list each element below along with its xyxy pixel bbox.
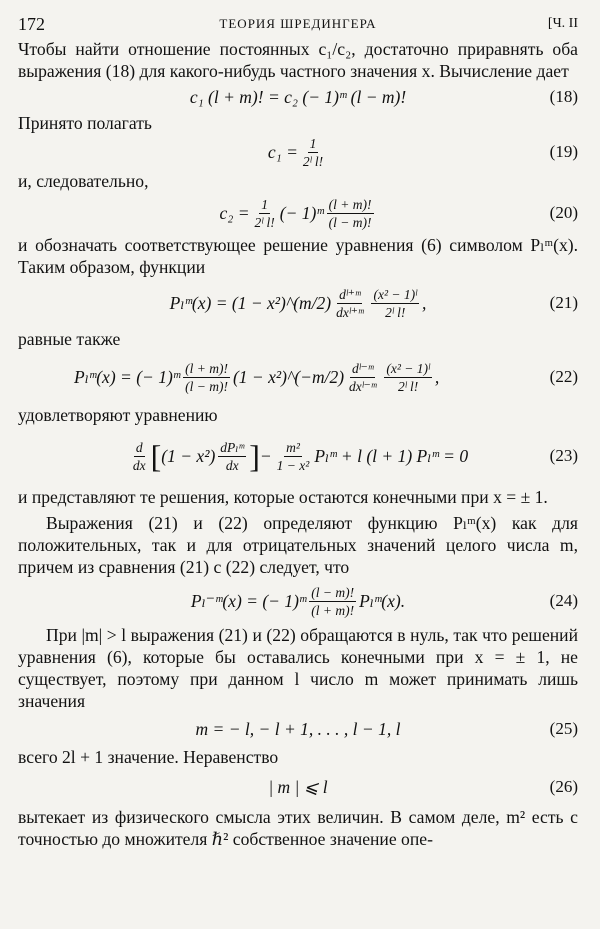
fraction-numerator: (l + m)! bbox=[328, 196, 372, 212]
equation-18-number: (18) bbox=[549, 87, 578, 106]
fraction-denominator: 2ˡ l! bbox=[254, 214, 275, 230]
equation-21-lhs: Pₗᵐ(x) = (1 − x²)^(m/2) bbox=[169, 292, 332, 313]
equation-22-lhs: Pₗᵐ(x) = (− 1)ᵐ bbox=[74, 366, 181, 387]
equation-19-lhs: c₁ = bbox=[267, 141, 298, 162]
equation-23-minus: − bbox=[259, 445, 272, 466]
fraction-numerator: 1 bbox=[309, 135, 317, 151]
fraction-denominator: dx bbox=[225, 457, 239, 473]
equation-18 bbox=[18, 82, 578, 112]
paragraph-5: равные также bbox=[18, 329, 121, 349]
paragraph-11: вытекает из физического смысла этих величин. В самом деле, m² есть с точностью до множителя ℏ² собственное значение опе- bbox=[18, 807, 578, 849]
equation-26-number: (26) bbox=[549, 777, 578, 796]
equation-19-fraction bbox=[301, 136, 325, 169]
equation-22-number: (22) bbox=[549, 367, 578, 386]
equation-23-inner-derivative bbox=[218, 440, 246, 473]
page-number: 172 bbox=[18, 14, 45, 34]
equation-23-factor: (1 − x²) bbox=[161, 445, 216, 466]
running-title: ТЕОРИЯ ШРЕДИНГЕРА bbox=[219, 16, 377, 31]
fraction-numerator: dˡ⁺ᵐ bbox=[339, 286, 361, 302]
fraction-numerator: 1 bbox=[261, 196, 269, 212]
paragraph-3: и, следовательно, bbox=[18, 171, 149, 191]
equation-18-body: c₁ (l + m)! = c₂ (− 1)ᵐ (l − m)! bbox=[189, 86, 407, 107]
fraction-denominator: 1 − x² bbox=[276, 457, 310, 473]
fraction-numerator: d bbox=[135, 439, 143, 455]
paragraph-10: всего 2l + 1 значение. Неравенство bbox=[18, 747, 279, 767]
running-header bbox=[18, 10, 578, 38]
fraction-denominator: 2ˡ l! bbox=[385, 304, 406, 320]
equation-25-number: (25) bbox=[549, 719, 578, 738]
equation-20-lhs: c₂ = bbox=[219, 202, 250, 223]
equation-22-fraction-2 bbox=[384, 361, 431, 394]
equation-23-tail: Pₗᵐ + l (l + 1) Pₗᵐ = 0 bbox=[314, 445, 469, 466]
paragraph-8: Выражения (21) и (22) определяют функцию Pₗᵐ(x) как для положительных, так и для отрицательных значений целого числа m, причем из сравнения (21) с (22) следует, что bbox=[18, 513, 578, 577]
equation-21-derivative bbox=[334, 287, 365, 320]
equation-24-number: (24) bbox=[549, 591, 578, 610]
equation-26 bbox=[18, 768, 578, 806]
equation-21-comma: , bbox=[421, 292, 427, 313]
fraction-denominator: dx bbox=[132, 457, 146, 473]
fraction-numerator: (x² − 1)ˡ bbox=[373, 286, 417, 302]
fraction-denominator: (l − m)! bbox=[185, 378, 228, 394]
equation-23 bbox=[18, 426, 578, 486]
fraction-numerator: dˡ⁻ᵐ bbox=[352, 360, 374, 376]
book-page bbox=[18, 10, 578, 850]
paragraph-2: Принято полагать bbox=[18, 113, 152, 133]
equation-23-number: (23) bbox=[549, 446, 578, 465]
equation-24 bbox=[18, 578, 578, 624]
left-bracket: [ bbox=[150, 438, 162, 474]
fraction-denominator: dxˡ⁻ᵐ bbox=[349, 378, 377, 394]
equation-20-fraction-2 bbox=[327, 197, 374, 230]
paragraph-7: и представляют те решения, которые остаются конечными при x = ± 1. bbox=[18, 487, 548, 507]
fraction-numerator: dPₗᵐ bbox=[220, 439, 245, 455]
equation-20-fraction-1 bbox=[253, 197, 277, 230]
fraction-denominator: (l + m)! bbox=[311, 602, 355, 618]
equation-25-body: m = − l, − l + 1, . . . , l − 1, l bbox=[195, 718, 401, 739]
equation-19-number: (19) bbox=[549, 142, 578, 161]
fraction-denominator: 2ˡ l! bbox=[302, 153, 324, 169]
equation-19 bbox=[18, 134, 578, 170]
chapter-marker: [Ч. II bbox=[547, 16, 578, 31]
equation-20 bbox=[18, 192, 578, 234]
equation-24-lhs: Pₗ⁻ᵐ(x) = (− 1)ᵐ bbox=[190, 590, 307, 611]
equation-22 bbox=[18, 350, 578, 404]
fraction-numerator: (x² − 1)ˡ bbox=[386, 360, 430, 376]
equation-24-tail: Pₗᵐ(x). bbox=[359, 590, 406, 611]
equation-22-derivative bbox=[347, 361, 378, 394]
fraction-denominator: (l − m)! bbox=[328, 214, 372, 230]
fraction-denominator: dxˡ⁺ᵐ bbox=[336, 304, 364, 320]
paragraph-1: Чтобы найти отношение постоянных c₁/c₂, достаточно приравнять оба выражения (18) для какого-нибудь частного значения x. Вычисление дает bbox=[18, 39, 578, 81]
equation-22-fraction-1 bbox=[183, 361, 230, 394]
equation-22-power: (1 − x²)^(−m/2) bbox=[232, 366, 345, 387]
equation-21-number: (21) bbox=[549, 293, 578, 312]
equation-23-derivative bbox=[131, 440, 148, 473]
fraction-numerator: (l + m)! bbox=[185, 360, 228, 376]
equation-25 bbox=[18, 712, 578, 746]
equation-23-fraction bbox=[275, 440, 312, 473]
paragraph-9: При |m| > l выражения (21) и (22) обращаются в нуль, так что решений уравнения (6), которые бы оставались конечными при x = ± 1, не существует, поэтому при данном l число m может принимать лишь значения bbox=[18, 625, 578, 711]
paragraph-6: удовлетворяют уравнению bbox=[18, 405, 218, 425]
paragraph-4: и обозначать соответствующее решение уравнения (6) символом Pₗᵐ(x). Таким образом, функции bbox=[18, 235, 578, 277]
equation-26-body: | m | ⩽ l bbox=[268, 776, 328, 797]
fraction-numerator: (l − m)! bbox=[311, 584, 355, 600]
right-bracket: ] bbox=[249, 438, 260, 474]
equation-21 bbox=[18, 278, 578, 328]
equation-20-number: (20) bbox=[549, 203, 578, 222]
fraction-denominator: 2ˡ l! bbox=[398, 378, 419, 394]
fraction-numerator: m² bbox=[286, 439, 300, 455]
equation-24-fraction bbox=[309, 585, 356, 618]
equation-20-sign: (− 1)ᵐ bbox=[279, 202, 324, 223]
equation-22-comma: , bbox=[434, 366, 440, 387]
equation-21-fraction bbox=[371, 287, 418, 320]
